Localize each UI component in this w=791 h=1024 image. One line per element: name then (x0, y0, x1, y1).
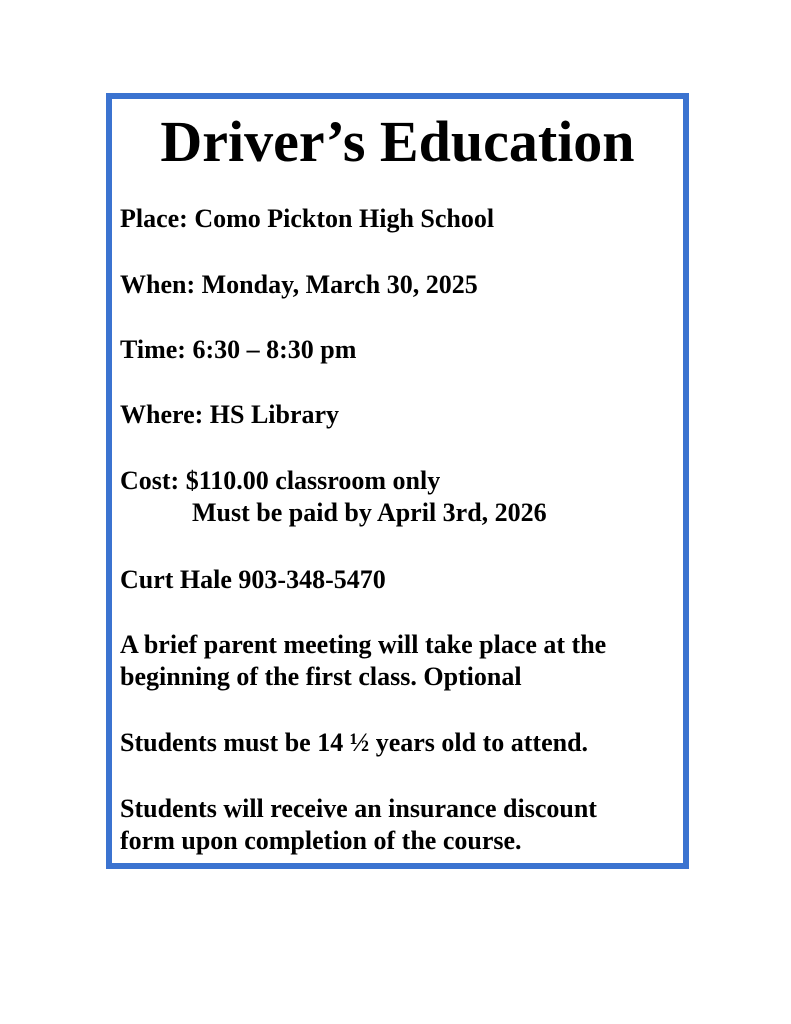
date-line: When: Monday, March 30, 2025 (120, 270, 478, 299)
parent-meeting-block (120, 629, 606, 693)
insurance-line-2: form upon completion of the course. (120, 826, 522, 855)
parent-meeting-line-1: A brief parent meeting will take place at the (120, 630, 607, 659)
cost-block (120, 465, 547, 529)
contact-line: Curt Hale 903-348-5470 (120, 565, 386, 594)
parent-meeting-line-2: beginning of the first class. Optional (120, 662, 522, 691)
place-line: Place: Como Pickton High School (120, 204, 495, 233)
cost-line: Cost: $110.00 classroom only (120, 466, 441, 495)
time-line: Time: 6:30 – 8:30 pm (120, 335, 357, 364)
payment-deadline-line: Must be paid by April 3rd, 2026 (192, 498, 547, 527)
location-line: Where: HS Library (120, 400, 340, 429)
insurance-block (120, 793, 597, 857)
age-requirement-line: Students must be 14 ½ years old to attend. (120, 728, 589, 757)
insurance-line-1: Students will receive an insurance discount (120, 794, 597, 823)
flyer-title: Driver’s Education (160, 109, 635, 174)
flyer-border (106, 93, 689, 869)
